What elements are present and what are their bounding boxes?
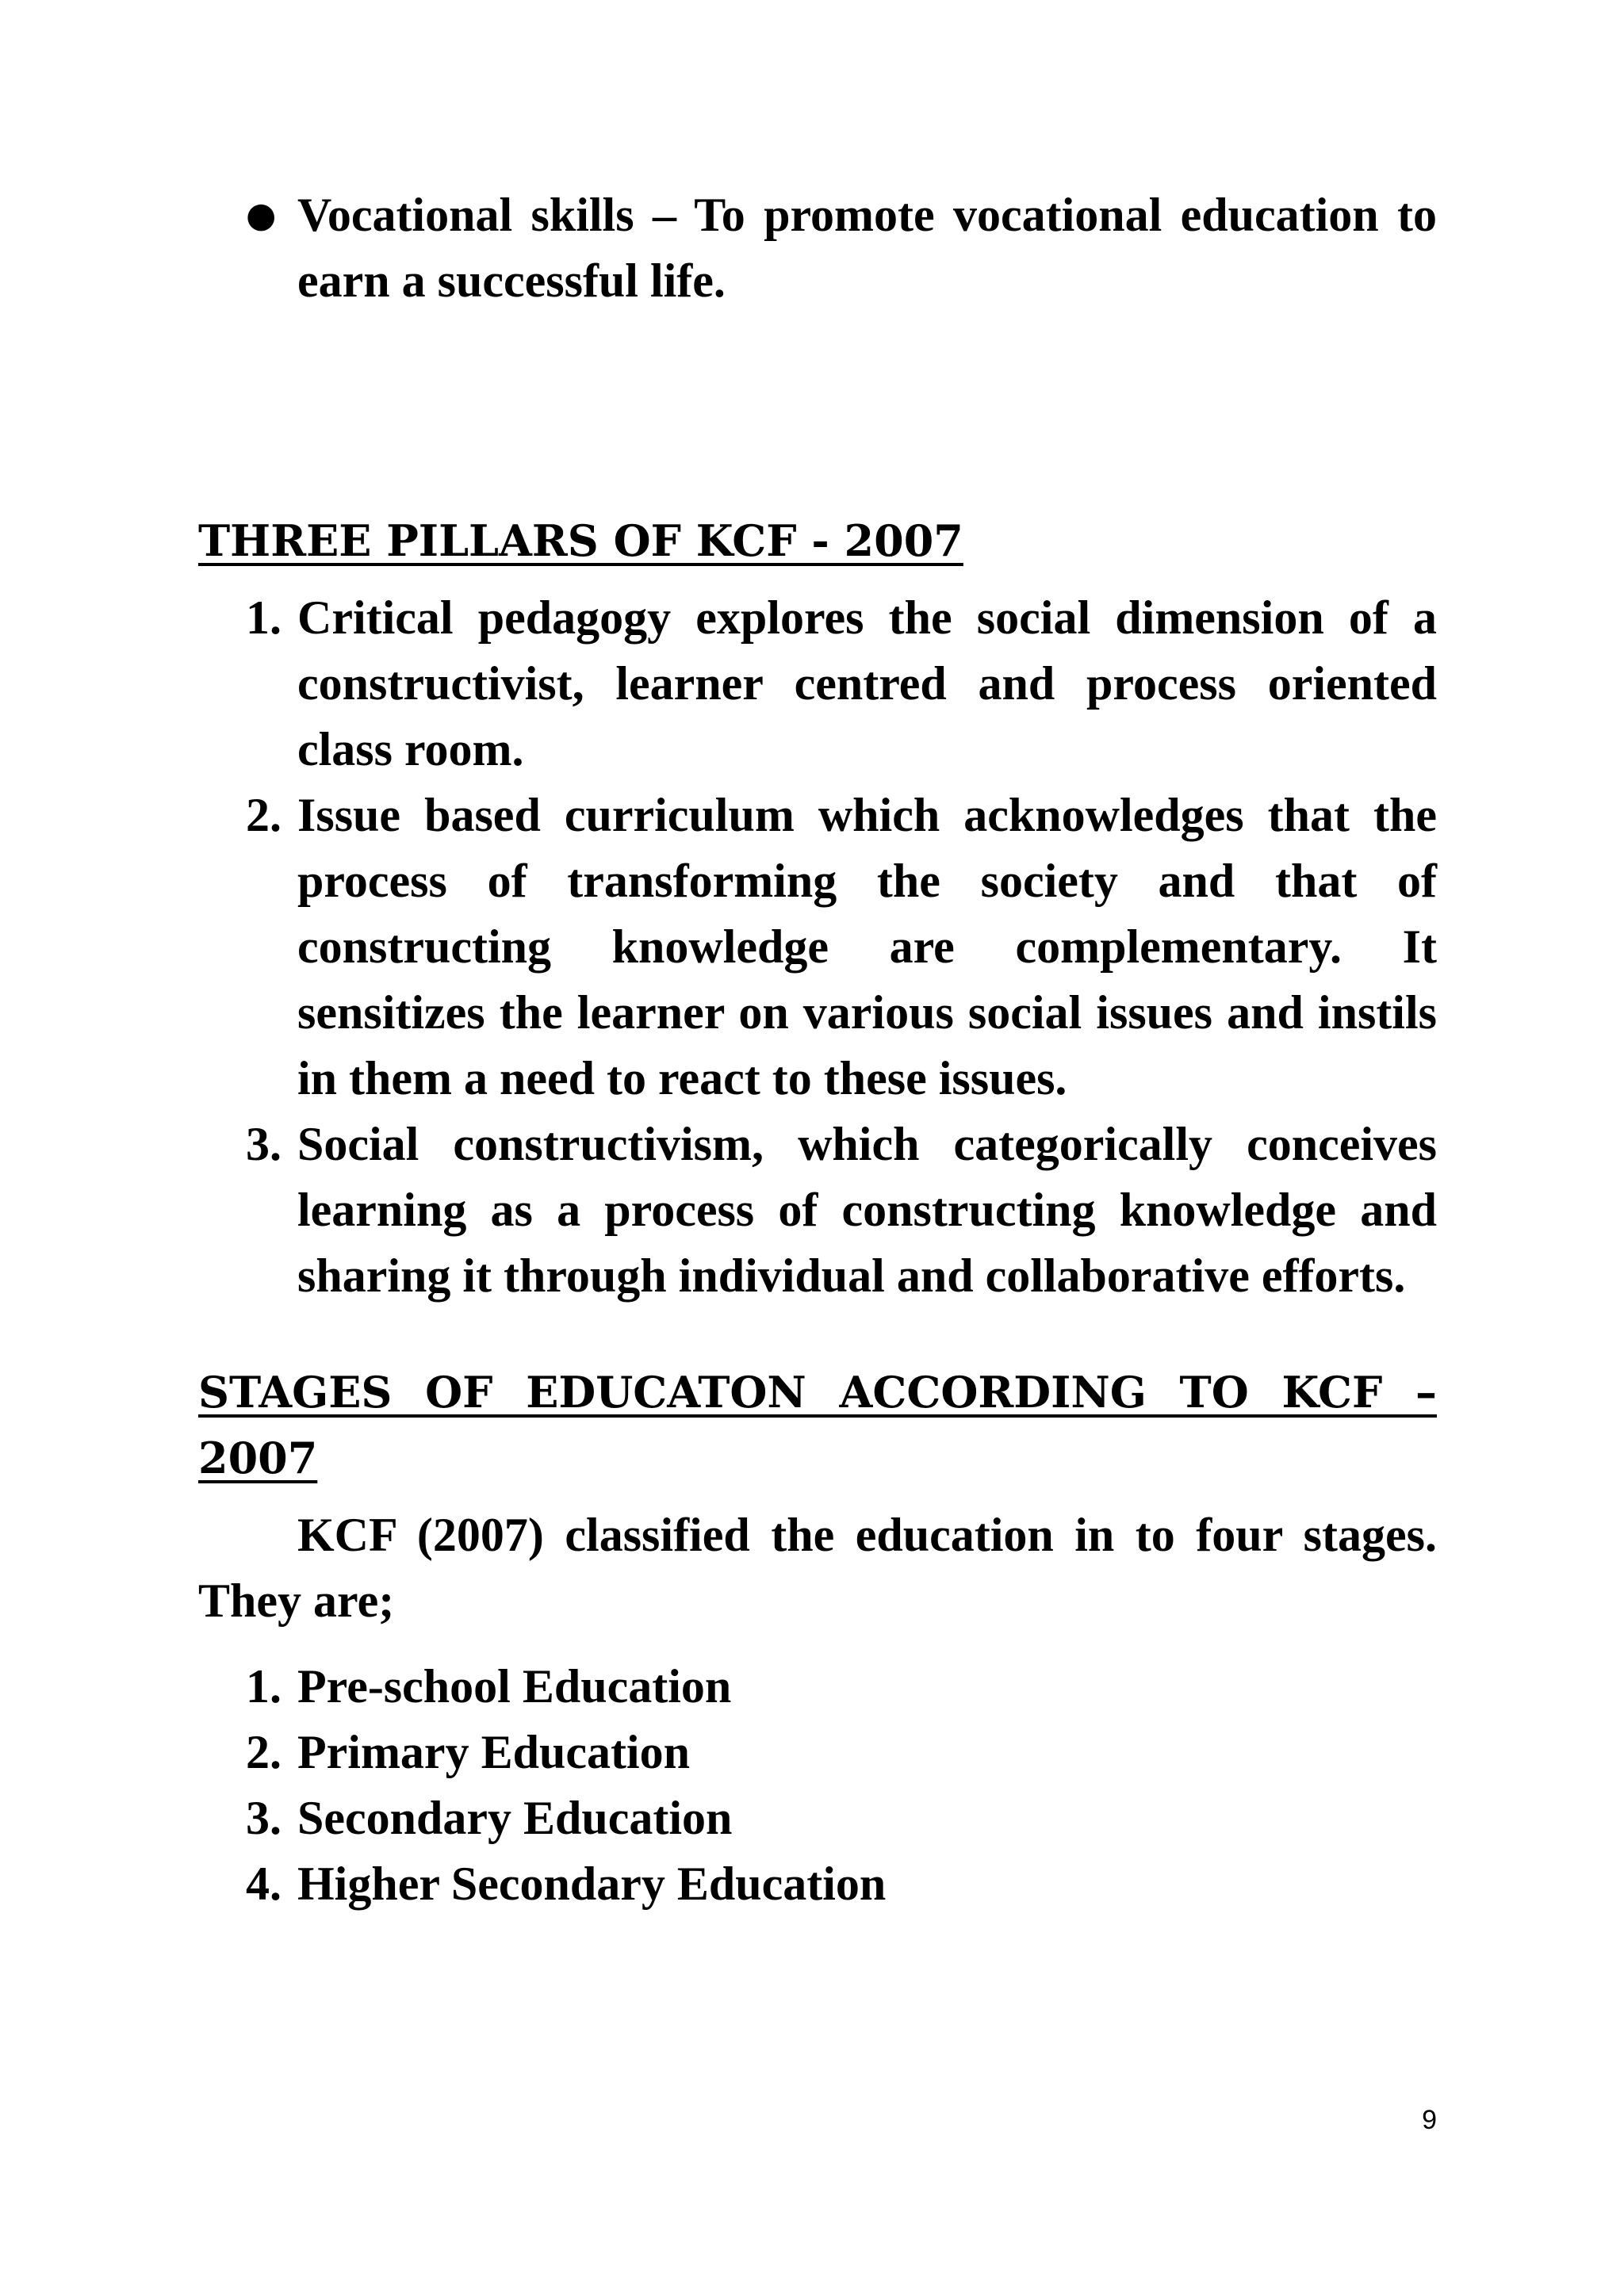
list-number: 1. (246, 591, 282, 644)
list-number: 4. (246, 1858, 282, 1910)
list-item-text: Critical pedagogy explores the social dimension of a constructivist, learner centred and process oriented class room. (297, 591, 1437, 775)
intro-bullet-list (198, 182, 1437, 314)
stage-item-1 (198, 1654, 1437, 1720)
list-item-text: Social constructivism, which categorically conceives learning as a process of constructing knowledge and sharing it through individual and collaborative efforts. (297, 1118, 1437, 1302)
section-heading-stages-of-education: STAGES OF EDUCATON ACCORDING TO KCF – 2007 (198, 1367, 1437, 1483)
stages-intro-paragraph: KCF (2007) classified the education in to four stages. They are; (198, 1509, 1437, 1627)
bullet-text: Vocational skills – To promote vocational education to earn a successful life. (297, 189, 1437, 307)
list-item-text: Issue based curriculum which acknowledges that the process of transforming the society and that of constructing knowledge are complementary. It sensitizes the learner on various social issues and instils in them a need to react to these issues. (297, 789, 1437, 1104)
pillar-item-1 (198, 585, 1437, 783)
stage-item-2 (198, 1720, 1437, 1785)
stage-item-3 (198, 1785, 1437, 1851)
list-item-text: Pre-school Education (297, 1660, 732, 1712)
document-page (198, 182, 1437, 1917)
bullet-icon: ● (246, 195, 277, 235)
list-number: 2. (246, 1726, 282, 1778)
page-number: 9 (1422, 2105, 1437, 2135)
stages-list (198, 1654, 1437, 1917)
pillar-item-2 (198, 783, 1437, 1112)
stage-item-4 (198, 1851, 1437, 1917)
section-heading-three-pillars: THREE PILLARS OF KCF - 2007 (198, 515, 963, 566)
list-item-text: Primary Education (297, 1726, 690, 1778)
list-number: 3. (246, 1792, 282, 1844)
list-item-text: Secondary Education (297, 1792, 733, 1844)
list-item-text: Higher Secondary Education (297, 1858, 887, 1910)
list-number: 1. (246, 1660, 282, 1712)
pillars-list (198, 585, 1437, 1309)
list-number: 3. (246, 1118, 282, 1170)
pillar-item-3 (198, 1112, 1437, 1309)
list-number: 2. (246, 789, 282, 841)
bullet-item-vocational-skills (198, 182, 1437, 314)
